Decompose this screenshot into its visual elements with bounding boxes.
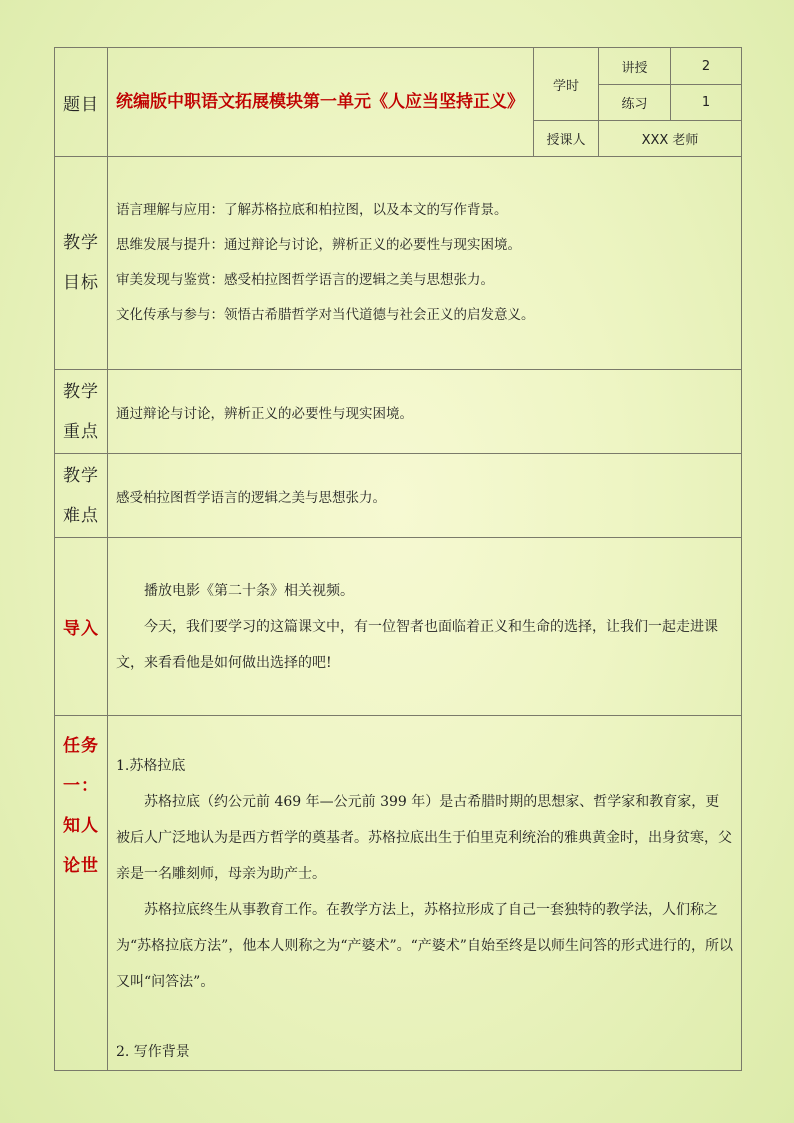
difficulties-label [55,454,108,538]
task1-label [55,716,108,1071]
objective-item: 语言理解与应用：了解苏格拉底和柏拉图，以及本文的写作背景。 [116,202,508,218]
task1-heading-2: 2. 写作背景 [116,1044,190,1060]
objective-item: 文化传承与参与：领悟古希腊哲学对当代道德与社会正义的启发意义。 [116,307,535,323]
task1-content [108,716,742,1071]
task1-paragraph-2: 苏格拉底终生从事教育工作。在教学方法上，苏格拉形成了自己一套独特的教学法，人们称之为“苏格拉底方法”，他本人则称之为“产婆术”。“产婆术”自始至终是以师生问答的形式进行的，所以又叫“问答法”。 [116,902,733,990]
lesson-title: 统编版中职语文拓展模块第一单元《人应当坚持正义》 [108,48,534,157]
objectives-label [55,157,108,370]
teacher-label: 授课人 [534,121,599,157]
intro-paragraph-2: 今天，我们要学习的这篇课文中，有一位智者也面临着正义和生命的选择，让我们一起走进课文，来看看他是如何做出选择的吧! [116,618,718,671]
key-points-label-line2: 重点 [63,421,99,442]
intro-paragraph-1: 播放电影《第二十条》相关视频。 [144,582,354,599]
difficulties-label-line1: 教学 [63,465,99,486]
hours-label: 学时 [534,48,599,121]
task1-label-line1: 任务 [63,736,99,756]
practice-hours: 1 [671,85,742,121]
teacher-name: XXX 老师 [599,121,742,157]
objectives-content [108,157,742,370]
task1-paragraph-1: 苏格拉底（约公元前 469 年—公元前 399 年）是古希腊时期的思想家、哲学家和教育家，更被后人广泛地认为是西方哲学的奠基者。苏格拉底出生于伯里克利统治的雅典黄金时，出身贫寒，父亲是一名雕刻师，母亲为助产士。 [116,794,732,882]
practice-label: 练习 [599,85,671,121]
objectives-label-line2: 目标 [63,273,99,293]
topic-label: 题目 [55,48,108,157]
task1-label-line2: 一： [63,776,99,796]
intro-content [108,538,742,716]
key-points-label-line1: 教学 [63,381,99,402]
lesson-plan-table [54,47,742,1071]
objective-item: 审美发现与鉴赏：感受柏拉图哲学语言的逻辑之美与思想张力。 [116,272,494,288]
difficulties-label-line2: 难点 [63,505,99,526]
difficulties-content: 感受柏拉图哲学语言的逻辑之美与思想张力。 [108,454,742,538]
key-points-label [55,370,108,454]
task1-label-line4: 论世 [63,856,99,876]
key-points-content: 通过辩论与讨论，辨析正义的必要性与现实困境。 [108,370,742,454]
intro-label: 导入 [55,538,108,716]
objective-item: 思维发展与提升：通过辩论与讨论，辨析正义的必要性与现实困境。 [116,237,521,253]
task1-label-line3: 知人 [63,816,99,836]
objectives-label-line1: 教学 [63,233,99,253]
task1-heading-1: 1.苏格拉底 [116,758,186,774]
lecture-label: 讲授 [599,48,671,85]
lecture-hours: 2 [671,48,742,85]
